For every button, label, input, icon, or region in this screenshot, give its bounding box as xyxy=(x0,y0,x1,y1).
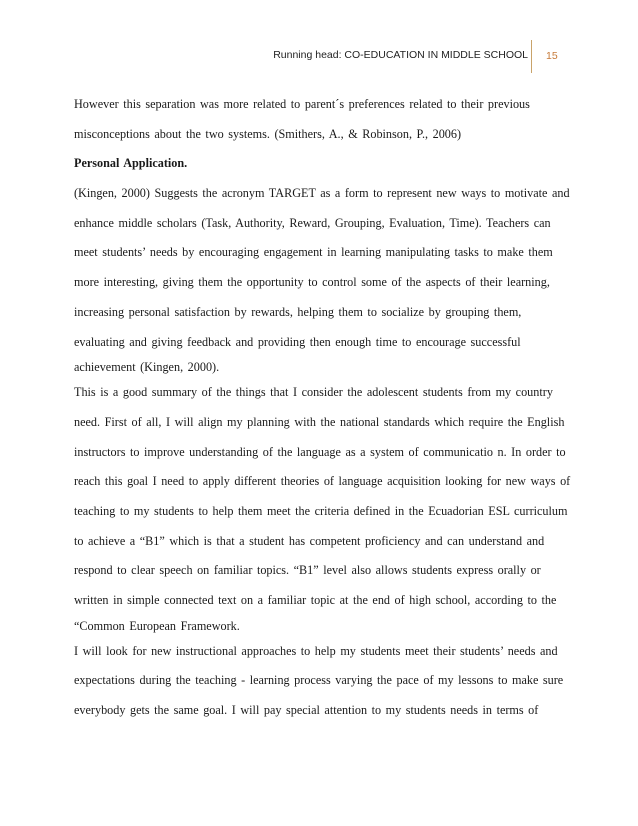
body-line: everybody gets the same goal. I will pay special attention to my students needs in terms of xyxy=(74,703,539,718)
body-line: expectations during the teaching - learning process varying the pace of my lessons to make sure xyxy=(74,673,564,688)
body-line: (Kingen, 2000) Suggests the acronym TARGET as a form to represent new ways to motivate and xyxy=(74,186,570,201)
body-line: increasing personal satisfaction by rewards, helping them to socialize by grouping them, xyxy=(74,304,522,319)
body-line: I will look for new instructional approaches to help my students meet their students’ needs and xyxy=(74,643,558,658)
body-line: “Common European Framework. xyxy=(74,618,240,633)
body-line: respond to clear speech on familiar topics. “B1” level also allows students express orally or xyxy=(74,563,541,578)
body-line: enhance middle scholars (Task, Authority, Reward, Grouping, Evaluation, Time). Teachers can xyxy=(74,215,551,230)
body-line: However this separation was more related to parent´s preferences related to their previous xyxy=(74,97,530,111)
section-heading: Personal Application. xyxy=(74,156,188,171)
running-head: Running head: CO-EDUCATION IN MIDDLE SCHOOL xyxy=(273,49,528,61)
page-number-box xyxy=(531,40,571,73)
body-line: to achieve a “B1” which is that a student has competent proficiency and can understand and xyxy=(74,533,545,548)
body-line: more interesting, giving them the opportunity to control some of the aspects of their learning, xyxy=(74,275,550,290)
body-line: teaching to my students to help them meet the criteria defined in the Ecuadorian ESL curriculum xyxy=(74,503,568,518)
body-line: reach this goal I need to apply different theories of language acquisition looking for new ways of xyxy=(74,474,571,489)
body-line: achievement (Kingen, 2000). xyxy=(74,360,220,375)
body-line: evaluating and giving feedback and providing then enough time to encourage successful xyxy=(74,334,521,349)
body-line: need. First of all, I will align my planning with the national standards which require the English xyxy=(74,414,565,429)
body-line: instructors to improve understanding of the language as a system of communicatio n. In order to xyxy=(74,444,566,459)
body-line: meet students’ needs by encouraging engagement in learning manipulating tasks to make them xyxy=(74,245,553,260)
body-line: misconceptions about the two systems. (Smithers, A., & Robinson, P., 2006) xyxy=(74,126,462,141)
body-line: This is a good summary of the things that I consider the adolescent students from my country xyxy=(74,385,553,400)
body-line: written in simple connected text on a familiar topic at the end of high school, according to the xyxy=(74,593,557,607)
page-number: 15 xyxy=(546,50,558,62)
document-body xyxy=(74,90,574,726)
